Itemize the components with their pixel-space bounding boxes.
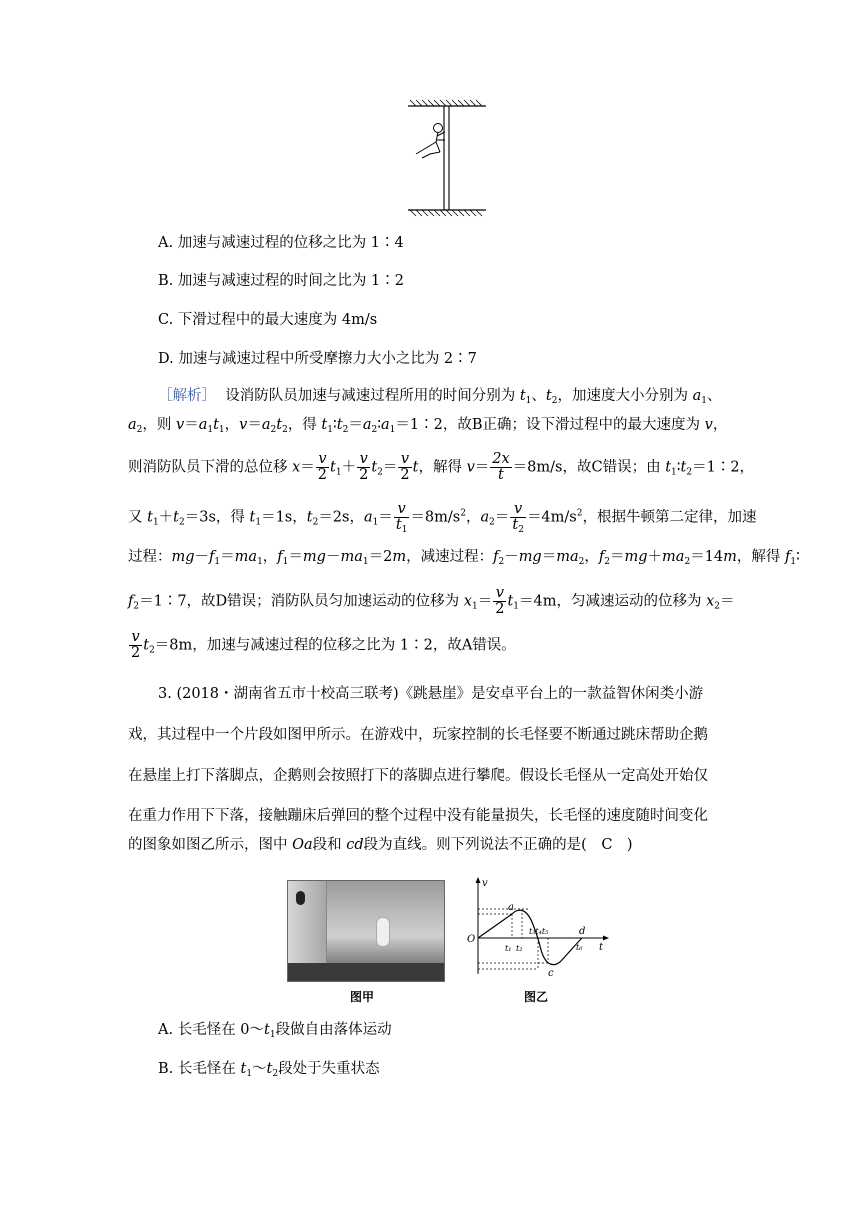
graph-label-t2: t₂ xyxy=(516,944,523,953)
q3-line-5: 的图象如图乙所示，图中 Oa段和 cd段为直线。则下列说法不正确的是( C ) xyxy=(128,837,633,853)
analysis-line-2: $a_2$，则 $v=a_1t_1$，$v=a_2t_2$，得 $t_1∶t_2=a_2∶a_1=1∶2$，故B正确；设下滑过程中的最大速度为 v， xyxy=(128,417,728,435)
graph-label-t1: t₁ xyxy=(505,944,512,953)
option-a: A. 加速与减速过程的位移之比为 1∶4 xyxy=(158,235,404,251)
graph-label-a: a xyxy=(508,902,514,913)
analysis-tag: ［解析］ xyxy=(158,388,216,404)
q3-line-3: 在悬崖上打下落脚点，企鹅则会按照打下的落脚点进行攀爬。假设长毛怪从一定高处开始仅 xyxy=(128,768,708,784)
q3-option-a: A. 长毛怪在 $0\sim t_1$段做自由落体运动 xyxy=(158,1022,392,1040)
graph-label-o: O xyxy=(467,934,476,945)
q3-line-1: 3. (2018・湖南省五市十校高三联考)《跳悬崖》是安卓平台上的一款益智休闲类小游 xyxy=(158,686,704,702)
graph-label-t6: t₆ xyxy=(576,943,583,952)
q3-line-4: 在重力作用下下落，接触蹦床后弹回的整个过程中没有能量损失，长毛怪的速度随时间变化 xyxy=(128,808,708,824)
graph-label-t: t xyxy=(599,942,604,953)
graph-label-d: d xyxy=(579,926,586,937)
graph-label-t345: t₃t₄t₅ xyxy=(529,927,549,936)
analysis-line-7: $\frac{v}{2}$ $t_2=8m$，加速与减速过程的位移之比为 1∶2，故A错误。 xyxy=(131,629,516,661)
analysis-line-5: 过程：$mg-f_1=ma_1$，$f_1=mg-ma_1=2m$，减速过程：$f_2-mg=ma_2$，$f_2=mg+ma_2=14m$，解得 $f_1∶$ xyxy=(128,549,800,567)
analysis-line-6: $f_2=1∶7$，故D错误；消防队员匀加速运动的位移为 $x_1=$ $\frac{v}{2}$ $t_1=4m$，匀减速运动的位移为 $x_2=$ xyxy=(128,585,735,617)
q3-line-2: 戏，其过程中一个片段如图甲所示。在游戏中，玩家控制的长毛怪要不断通过跳床帮助企鹅 xyxy=(128,727,708,743)
pole-figure xyxy=(400,96,490,220)
velocity-time-graph xyxy=(462,874,612,986)
penguin-figure xyxy=(296,891,305,905)
analysis-line-4: 又 $t_1+t_2=3s$，得 $t_1=1s$，$t_2=2s$，$a_1=$ $\frac{v}{t_1}$ $=8m/s^2$，$a_2=$ $\frac{v}{t_2}$ $=4m/s^2$，根据牛顿第二定律，加速 xyxy=(128,501,757,535)
option-b: B. 加速与减速过程的时间之比为 1∶2 xyxy=(158,273,404,289)
graph-label-c: c xyxy=(548,968,554,979)
ground-shape xyxy=(288,963,444,981)
analysis-line-3: 则消防队员下滑的总位移 x＝ $\frac{v}{2}$ $t_1+$ $\frac{v}{2}$ $t_2=$ $\frac{v}{2}$ t，解得 v＝ $\frac{2x}{t}$ ＝8m/s，故C错误；由 $t_1∶t_2=1∶2$， xyxy=(128,451,755,483)
graph-label-v: v xyxy=(482,878,488,889)
option-d: D. 加速与减速过程中所受摩擦力大小之比为 2∶7 xyxy=(158,351,477,367)
option-c: C. 下滑过程中的最大速度为 4m/s xyxy=(158,312,378,328)
q3-option-b: B. 长毛怪在 $t_1\sim t_2$段处于失重状态 xyxy=(158,1061,380,1079)
player-figure xyxy=(376,917,390,947)
caption-figure-a: 图甲 xyxy=(350,990,375,1004)
game-screenshot xyxy=(287,880,445,982)
analysis-line-1: ［解析］ 设消防队员加速与减速过程所用的时间分别为 $t_1$、$t_2$，加速度大小分别为 $a_1$、 xyxy=(158,388,722,406)
caption-figure-b: 图乙 xyxy=(524,990,549,1004)
